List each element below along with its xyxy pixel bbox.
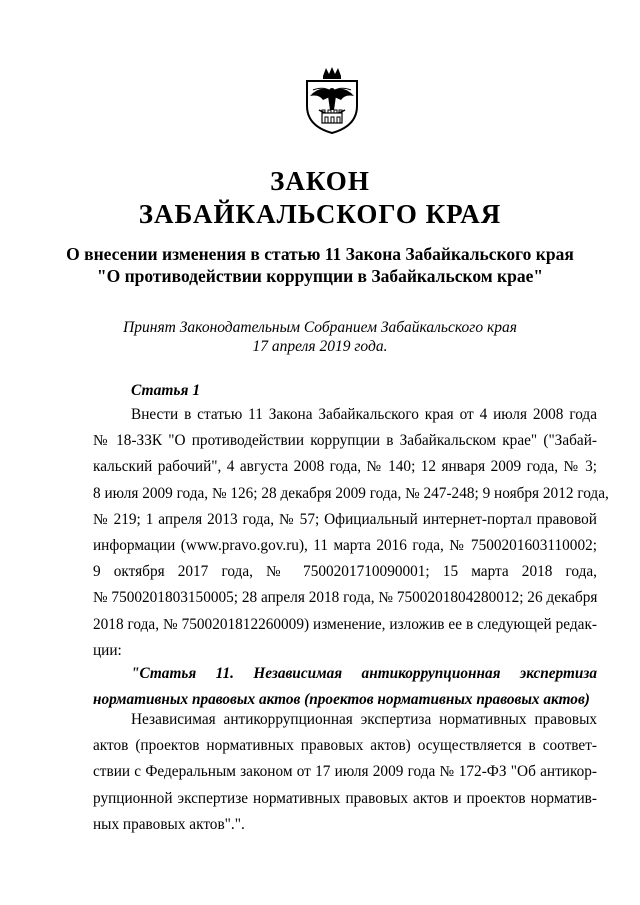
adoption-note xyxy=(0,318,640,356)
article-1-line: № 18-ЗЗК "О противодействии коррупции в Забайкальском крае" ("Забай- xyxy=(93,432,597,450)
article-1-line: 2018 года, № 7500201812260009) изменение, изложив ее в следующей редак- xyxy=(93,615,597,633)
coat-of-arms-icon xyxy=(301,66,363,134)
article-1-line: информации (www.pravo.gov.ru), 11 марта 2016 года, № 7500201603110002; xyxy=(93,536,597,554)
quoted-article-line: ных правовых актов".". xyxy=(93,815,245,833)
article-1-line: Внести в статью 11 Закона Забайкальского края от 4 июля 2008 года xyxy=(131,406,597,423)
subtitle-line-1: О внесении изменения в статью 11 Закона Забайкальского края xyxy=(66,244,574,264)
emblem-graphic xyxy=(301,66,363,134)
document-type-title: ЗАКОН xyxy=(270,166,370,196)
article-1-line: кальский рабочий", 4 августа 2008 года, № 140; 12 января 2009 года, № 3; xyxy=(93,458,597,476)
article-1-body xyxy=(93,402,609,664)
quoted-article-line: ствии с Федеральным законом от 17 июля 2009 года № 172-ФЗ "Об антикор- xyxy=(93,763,597,781)
article-1-line: ции: xyxy=(93,641,122,659)
quoted-article-heading-line-1: "Статья 11. Независимая антикоррупционная экспертиза xyxy=(131,665,597,682)
article-1-line: № 7500201803150005; 28 апреля 2018 года, № 7500201804280012; 26 декабря xyxy=(93,589,598,607)
quoted-article-line: рупционной экспертизе нормативных правовых актов и проектов норматив- xyxy=(93,789,597,807)
quoted-article-heading xyxy=(93,661,597,713)
quoted-article-body xyxy=(93,707,597,838)
adoption-date: 17 апреля 2019 года. xyxy=(252,338,388,355)
quoted-article-line: Независимая антикоррупционная экспертиза нормативных правовых xyxy=(131,711,597,728)
article-1-line: 9 октября 2017 года, № 7500201710090001; 15 марта 2018 года, xyxy=(93,563,597,581)
article-1-line: № 219; 1 апреля 2013 года, № 57; Официальный интернет-портал правовой xyxy=(93,510,597,528)
quoted-article-line: актов (проектов нормативных правовых актов) осуществляется в соответ- xyxy=(93,737,597,755)
region-title: ЗАБАЙКАЛЬСКОГО КРАЯ xyxy=(138,199,502,229)
quoted-article-heading-line-2: нормативных правовых актов (проектов нормативных правовых актов) xyxy=(93,691,590,709)
article-1-line: 8 июля 2009 года, № 126; 28 декабря 2009 года, № 247-248; 9 ноября 2012 года, xyxy=(93,484,609,502)
article-1-heading: Статья 1 xyxy=(131,382,201,399)
adoption-line-1: Принят Законодательным Собранием Забайкальского края xyxy=(123,319,517,336)
subtitle-line-2: "О противодействии коррупции в Забайкальском крае" xyxy=(96,266,544,286)
law-subtitle xyxy=(0,243,640,287)
